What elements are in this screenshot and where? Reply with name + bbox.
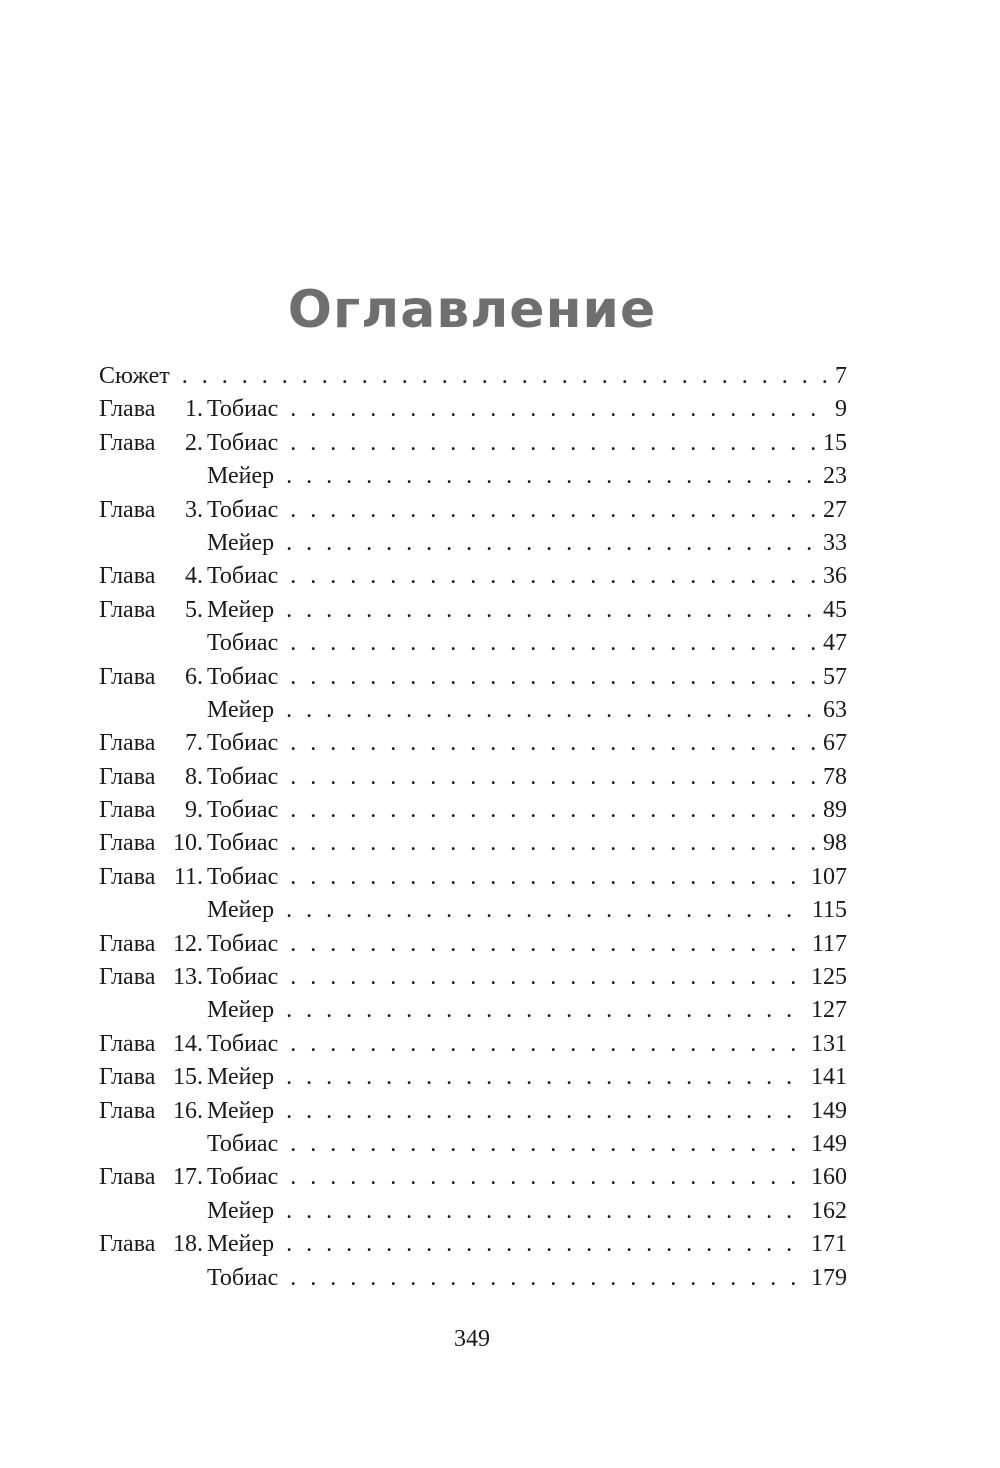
toc-dot-leader xyxy=(290,494,817,527)
toc-entry-page: 23 xyxy=(823,463,847,490)
toc-dot-leader xyxy=(286,1228,805,1261)
toc-entry-chapter-word: Глава xyxy=(99,1164,156,1191)
toc-dot-leader xyxy=(290,427,817,460)
toc-entry[interactable] xyxy=(99,627,847,660)
toc-entry-chapter-number: 9. xyxy=(185,797,203,824)
toc-entry-page: 15 xyxy=(823,429,847,456)
toc-entry-page: 141 xyxy=(811,1064,847,1091)
toc-entry-chapter-number: 18. xyxy=(173,1231,203,1258)
toc-dot-leader xyxy=(290,794,817,827)
toc-entry-chapter-word: Глава xyxy=(99,1231,156,1258)
toc-entry[interactable] xyxy=(99,594,847,627)
toc-entry-chapter-word: Глава xyxy=(99,1030,156,1057)
toc-dot-leader xyxy=(290,761,817,794)
toc-entry-title: Тобиас xyxy=(207,797,279,824)
toc-entry-chapter-number: 13. xyxy=(173,964,203,991)
toc-entry-chapter-number: 11. xyxy=(173,863,203,890)
toc-entry-page: 45 xyxy=(823,596,847,623)
toc-entry-page: 89 xyxy=(823,797,847,824)
toc-dot-leader xyxy=(286,460,817,493)
toc-entry-title: Мейер xyxy=(207,696,275,723)
toc-entry-chapter-word: Глава xyxy=(99,663,156,690)
toc-entry-page: 27 xyxy=(823,496,847,523)
toc-entry-title: Тобиас xyxy=(207,964,279,991)
toc-entry-chapter-word: Глава xyxy=(99,563,156,590)
toc-entry-page: 115 xyxy=(811,897,847,924)
toc-entry-page: 117 xyxy=(811,930,847,957)
toc-entry-title: Тобиас xyxy=(207,763,279,790)
toc-entry-chapter-number: 8. xyxy=(185,763,203,790)
toc-entry-page: 36 xyxy=(823,563,847,590)
toc-entry[interactable] xyxy=(99,727,847,760)
toc-entry-page: 149 xyxy=(811,1097,847,1124)
toc-entry-page: 33 xyxy=(823,529,847,556)
toc-dot-leader xyxy=(286,694,817,727)
toc-dot-leader xyxy=(290,1028,805,1061)
toc-entry-title: Тобиас xyxy=(207,630,279,657)
toc-entry-chapter-number: 1. xyxy=(185,396,203,423)
toc-entry[interactable] xyxy=(99,360,847,393)
toc-entry-page: 125 xyxy=(811,964,847,991)
toc-entry-chapter-number: 10. xyxy=(173,830,203,857)
toc-entry-page: 131 xyxy=(811,1030,847,1057)
toc-entry-title: Мейер xyxy=(207,1064,275,1091)
toc-entry-chapter-number: 17. xyxy=(173,1164,203,1191)
toc-dot-leader xyxy=(290,727,817,760)
toc-entry[interactable] xyxy=(99,427,847,460)
toc-entry[interactable] xyxy=(99,1161,847,1194)
toc-entry-chapter-number: 12. xyxy=(173,930,203,957)
toc-dot-leader xyxy=(290,928,806,961)
toc-entry-page: 149 xyxy=(811,1130,847,1157)
toc-dot-leader xyxy=(290,393,829,426)
toc-entry-chapter-word: Глава xyxy=(99,863,156,890)
toc-entry[interactable] xyxy=(99,1262,847,1295)
toc-entry-title: Мейер xyxy=(207,529,275,556)
toc-entry-page: 179 xyxy=(811,1264,847,1291)
toc-dot-leader xyxy=(286,594,817,627)
toc-entry-chapter-word: Глава xyxy=(99,830,156,857)
toc-entry-chapter-word: Глава xyxy=(99,396,156,423)
toc-entry[interactable] xyxy=(99,928,847,961)
toc-entry-chapter-word: Глава xyxy=(99,1064,156,1091)
toc-entry[interactable] xyxy=(99,994,847,1027)
toc-entry[interactable] xyxy=(99,961,847,994)
toc-entry-title: Мейер xyxy=(207,1097,275,1124)
toc-entry-title: Тобиас xyxy=(207,1264,279,1291)
toc-entry-page: 127 xyxy=(811,997,847,1024)
toc-entry[interactable] xyxy=(99,560,847,593)
toc-dot-leader xyxy=(286,1061,805,1094)
toc-entry-title: Тобиас xyxy=(207,1030,279,1057)
toc-entry-chapter-word: Глава xyxy=(99,429,156,456)
toc-dot-leader xyxy=(290,827,817,860)
toc-entry-title: Мейер xyxy=(207,1231,275,1258)
toc-entry-page: 171 xyxy=(811,1231,847,1258)
toc-entry-title: Тобиас xyxy=(207,930,279,957)
toc-entry[interactable] xyxy=(99,527,847,560)
toc-entry-page: 162 xyxy=(811,1197,847,1224)
toc-entry-chapter-word: Глава xyxy=(99,496,156,523)
toc-entry-title: Мейер xyxy=(207,1197,275,1224)
toc-dot-leader xyxy=(286,1095,805,1128)
toc-entry-chapter-number: 14. xyxy=(173,1030,203,1057)
toc-entry-chapter-word: Глава xyxy=(99,763,156,790)
toc-dot-leader xyxy=(290,627,817,660)
toc-dot-leader xyxy=(286,527,817,560)
toc-dot-leader xyxy=(290,861,805,894)
toc-entry-title: Мейер xyxy=(207,463,275,490)
table-of-contents xyxy=(99,360,847,1295)
toc-entry-title: Мейер xyxy=(207,596,275,623)
toc-entry-chapter-number: 5. xyxy=(185,596,203,623)
toc-dot-leader xyxy=(286,894,806,927)
toc-entry-page: 63 xyxy=(823,696,847,723)
toc-entry-title: Тобиас xyxy=(207,1130,279,1157)
toc-entry-title: Тобиас xyxy=(207,863,279,890)
toc-entry[interactable] xyxy=(99,1095,847,1128)
toc-entry[interactable] xyxy=(99,1028,847,1061)
toc-entry-chapter-word: Глава xyxy=(99,596,156,623)
toc-entry[interactable] xyxy=(99,1228,847,1261)
toc-entry-chapter-number: 6. xyxy=(185,663,203,690)
toc-entry-title: Тобиас xyxy=(207,730,279,757)
toc-entry-title: Мейер xyxy=(207,997,275,1024)
toc-entry-title: Тобиас xyxy=(207,429,279,456)
toc-entry-page: 57 xyxy=(823,663,847,690)
toc-entry-page: 160 xyxy=(811,1164,847,1191)
page-number: 349 xyxy=(454,1326,490,1352)
toc-entry-page: 67 xyxy=(823,730,847,757)
toc-entry-page: 7 xyxy=(835,363,847,389)
toc-entry-title: Сюжет xyxy=(99,363,170,389)
toc-entry[interactable] xyxy=(99,694,847,727)
toc-entry-title: Мейер xyxy=(207,897,275,924)
toc-entry-chapter-number: 7. xyxy=(185,730,203,757)
toc-dot-leader xyxy=(182,360,829,393)
toc-entry[interactable] xyxy=(99,894,847,927)
toc-entry-chapter-number: 16. xyxy=(173,1097,203,1124)
toc-entry[interactable] xyxy=(99,827,847,860)
toc-dot-leader xyxy=(290,1128,805,1161)
toc-entry[interactable] xyxy=(99,794,847,827)
toc-entry[interactable] xyxy=(99,861,847,894)
toc-entry-chapter-number: 4. xyxy=(185,563,203,590)
toc-dot-leader xyxy=(286,994,805,1027)
toc-entry[interactable] xyxy=(99,661,847,694)
toc-entry-chapter-word: Глава xyxy=(99,797,156,824)
toc-dot-leader xyxy=(290,1161,805,1194)
toc-entry-chapter-number: 3. xyxy=(185,496,203,523)
toc-entry-title: Тобиас xyxy=(207,563,279,590)
toc-entry-page: 107 xyxy=(811,863,847,890)
toc-entry[interactable] xyxy=(99,494,847,527)
toc-entry-chapter-word: Глава xyxy=(99,730,156,757)
toc-entry-title: Тобиас xyxy=(207,1164,279,1191)
toc-entry[interactable] xyxy=(99,761,847,794)
toc-dot-leader xyxy=(290,661,817,694)
toc-entry-title: Тобиас xyxy=(207,396,279,423)
toc-entry[interactable] xyxy=(99,1195,847,1228)
toc-entry[interactable] xyxy=(99,460,847,493)
toc-entry-chapter-number: 2. xyxy=(185,429,203,456)
toc-entry[interactable] xyxy=(99,393,847,426)
toc-entry-title: Тобиас xyxy=(207,830,279,857)
toc-entry-page: 47 xyxy=(823,630,847,657)
toc-entry-title: Тобиас xyxy=(207,496,279,523)
toc-entry[interactable] xyxy=(99,1061,847,1094)
toc-entry-page: 9 xyxy=(835,396,847,423)
toc-entry-chapter-word: Глава xyxy=(99,930,156,957)
toc-entry-page: 98 xyxy=(823,830,847,857)
toc-entry[interactable] xyxy=(99,1128,847,1161)
toc-dot-leader xyxy=(286,1195,805,1228)
toc-dot-leader xyxy=(290,961,805,994)
toc-entry-chapter-word: Глава xyxy=(99,1097,156,1124)
toc-entry-chapter-number: 15. xyxy=(173,1064,203,1091)
page-title: Оглавление xyxy=(287,280,657,340)
toc-entry-page: 78 xyxy=(823,763,847,790)
toc-dot-leader xyxy=(290,1262,805,1295)
toc-entry-title: Тобиас xyxy=(207,663,279,690)
toc-dot-leader xyxy=(290,560,817,593)
toc-entry-chapter-word: Глава xyxy=(99,964,156,991)
